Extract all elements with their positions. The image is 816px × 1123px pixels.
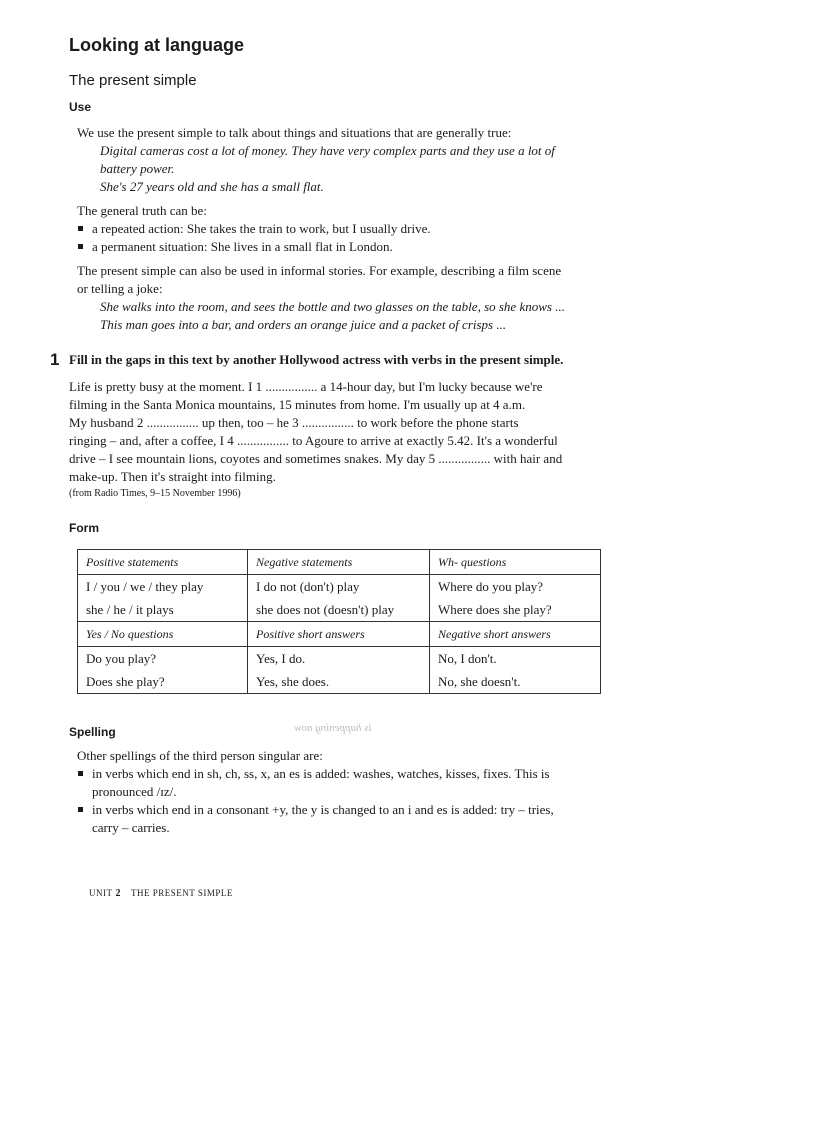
table-cell: she / he / it plays [78, 598, 248, 622]
table-cell: Yes, I do. [248, 647, 430, 671]
exercise-line: My husband 2 ................ up then, too – he 3 ................ to work before the phone starts [69, 415, 519, 430]
informal-text: or telling a joke: [77, 281, 163, 296]
footer-unit-number: 2 [115, 888, 121, 899]
section-subtitle: The present simple [69, 72, 197, 89]
footer-unit-word: UNIT [89, 888, 113, 898]
table-cell: No, I don't. [430, 647, 601, 671]
bullet-item: in verbs which end in a consonant +y, the y is changed to an i and es is added: try – tries, [77, 801, 607, 819]
table-header-cell: Wh- questions [430, 550, 601, 575]
exercise-line: drive – I see mountain lions, coyotes and sometimes snakes. My day 5 ................ with hair and [69, 451, 563, 466]
table-cell: Where does she play? [430, 598, 601, 622]
table-row [78, 670, 601, 694]
table-cell: No, she doesn't. [430, 670, 601, 694]
exercise-line: Life is pretty busy at the moment. I 1 ................ a 14-hour day, but I'm lucky because we're [69, 379, 543, 394]
table-row [78, 647, 601, 671]
use-intro: We use the present simple to talk about things and situations that are generally true: [77, 125, 512, 140]
form-label: Form [69, 521, 99, 535]
source-note: (from Radio Times, 9–15 November 1996) [69, 488, 241, 499]
table-cell: she does not (doesn't) play [248, 598, 430, 622]
example-line: Digital cameras cost a lot of money. They have very complex parts and they use a lot of [100, 143, 555, 158]
table-header-cell: Positive statements [78, 550, 248, 575]
page-footer [89, 888, 233, 899]
exercise-instruction: Fill in the gaps in this text by another Hollywood actress with verbs in the present simple. [69, 352, 564, 367]
exercise-line: ringing – and, after a coffee, I 4 ................ to Agoure to arrive at exactly 5.42. It's a wonderful [69, 433, 558, 448]
spelling-label: Spelling [69, 725, 116, 739]
spelling-section [77, 747, 607, 837]
form-table [77, 549, 601, 694]
table-header-cell: Negative short answers [430, 622, 601, 647]
bullet-item: in verbs which end in sh, ch, ss, x, an es is added: washes, watches, kisses, fixes. This is [77, 765, 607, 783]
bullet-item: a permanent situation: She lives in a small flat in London. [77, 238, 617, 256]
table-header-cell: Positive short answers [248, 622, 430, 647]
table-header-row [78, 622, 601, 647]
table-cell: Do you play? [78, 647, 248, 671]
page-title: Looking at language [69, 35, 245, 55]
table-cell: Where do you play? [430, 575, 601, 599]
bullet-continuation: carry – carries. [92, 820, 170, 835]
informal-text: The present simple can also be used in informal stories. For example, describing a film scene [77, 263, 562, 278]
story-example: She walks into the room, and sees the bottle and two glasses on the table, so she knows ... [100, 299, 565, 314]
footer-unit-title: THE PRESENT SIMPLE [131, 888, 233, 898]
example-line: battery power. [100, 161, 175, 176]
bullet-continuation: pronounced /ɪz/. [92, 784, 177, 799]
table-header-cell: Yes / No questions [78, 622, 248, 647]
exercise-line: filming in the Santa Monica mountains, 15 minutes from home. I'm usually up at 4 a.m. [69, 397, 526, 412]
table-header-row [78, 550, 601, 575]
table-cell: Does she play? [78, 670, 248, 694]
bullet-item: a repeated action: She takes the train to work, but I usually drive. [77, 220, 617, 238]
exercise-line: make-up. Then it's straight into filming. [69, 469, 276, 484]
table-header-cell: Negative statements [248, 550, 430, 575]
story-example: This man goes into a bar, and orders an orange juice and a packet of crisps ... [100, 317, 507, 332]
table-cell: Yes, she does. [248, 670, 430, 694]
table-cell: I do not (don't) play [248, 575, 430, 599]
general-truth-text: The general truth can be: [77, 203, 207, 218]
exercise-number: 1 [50, 350, 60, 369]
use-label: Use [69, 100, 92, 114]
table-cell: I / you / we / they play [78, 575, 248, 599]
exercise-text [69, 378, 614, 486]
table-row [78, 575, 601, 599]
table-row [78, 598, 601, 622]
spelling-intro: Other spellings of the third person singular are: [77, 748, 323, 763]
use-section [77, 124, 617, 334]
bleed-through-text: is happening now [294, 722, 372, 734]
example-line: She's 27 years old and she has a small flat. [100, 179, 324, 194]
